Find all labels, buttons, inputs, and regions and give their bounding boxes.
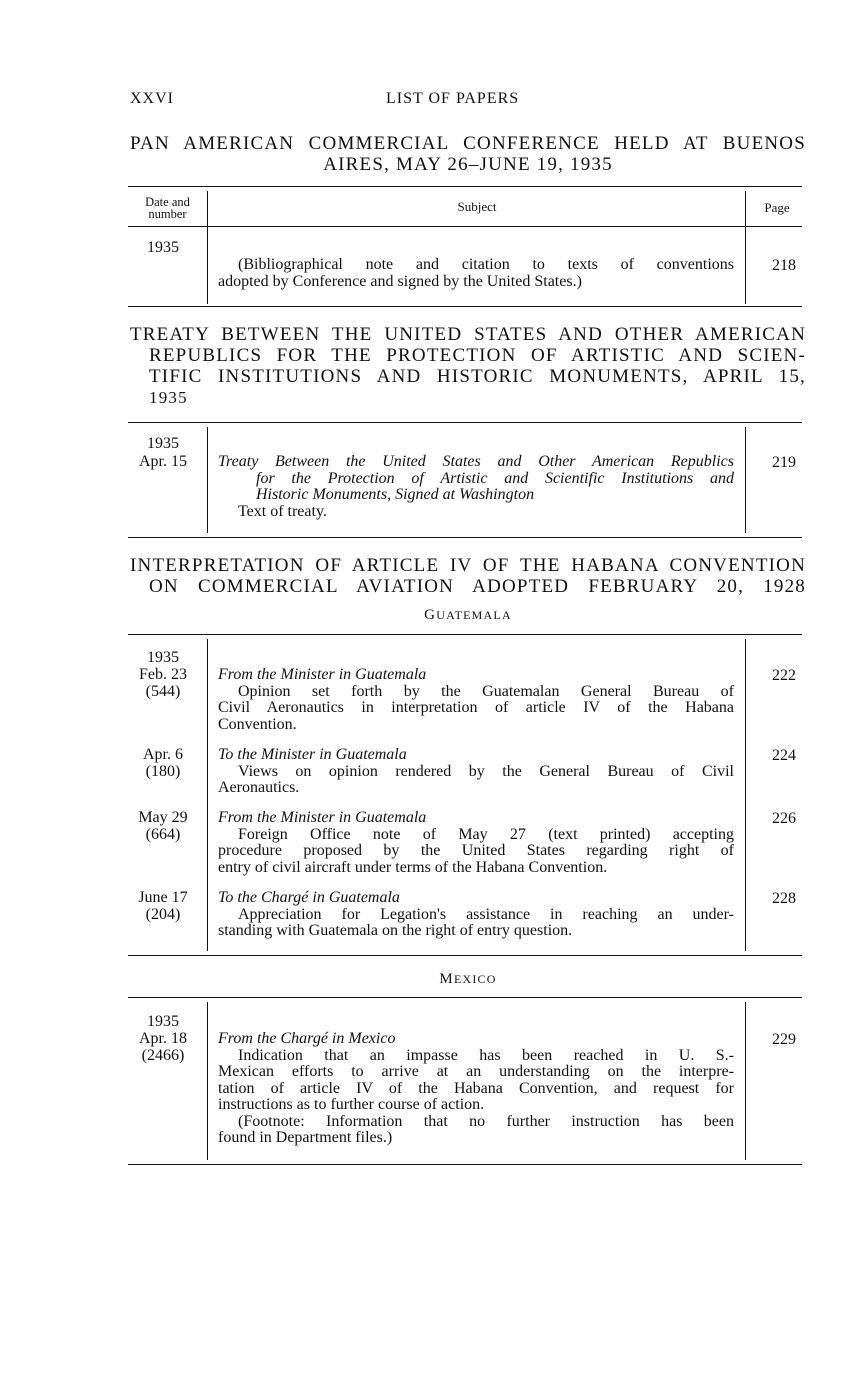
table-rule <box>128 306 802 307</box>
entry-subject <box>218 454 734 520</box>
section-title-line: PAN AMERICAN COMMERCIAL CONFERENCE HELD AT BUENOS <box>130 133 806 154</box>
column-divider <box>207 427 208 533</box>
page-number: XXVI <box>130 90 174 107</box>
entry-text-line: Text of treaty. <box>238 502 327 520</box>
entry-date <box>128 667 198 700</box>
entry-number: (544) <box>145 682 181 700</box>
table-rule <box>128 537 802 538</box>
section-title-line: TREATY BETWEEN THE UNITED STATES AND OTHER AMERICAN <box>130 324 806 345</box>
subsection-heading-mexico <box>130 971 806 988</box>
entry-page: 219 <box>772 454 796 471</box>
entry-footnote-line: (Footnote: Information that no further instruction has been <box>238 1112 734 1130</box>
entry-subject <box>218 747 734 797</box>
running-head: LIST OF PAPERS <box>386 90 520 107</box>
entry-subject <box>218 257 734 290</box>
entry-title-line: Historic Monuments, Signed at Washington <box>256 486 535 503</box>
section-title-interpretation <box>130 555 806 597</box>
section-title-line: AIRES, MAY 26–JUNE 19, 1935 <box>323 154 613 175</box>
entry-text-line: Indication that an impasse has been reached in U. S.- <box>238 1046 734 1064</box>
section-title-line: 1935 <box>149 388 188 407</box>
entry-date-text: June 17 <box>138 889 188 906</box>
entry-date <box>128 1031 198 1064</box>
entry-date-text: Feb. 23 <box>139 666 187 683</box>
column-divider <box>207 191 208 304</box>
entry-title-line: for the Protection of Artistic and Scientific Institutions and <box>256 469 734 487</box>
table-rule <box>128 226 802 227</box>
entry-text-line: Civil Aeronautics in interpretation of article IV of the Habana <box>218 699 734 716</box>
entry-date <box>128 890 198 923</box>
table-rule <box>128 997 802 998</box>
header-page: Page <box>764 200 790 215</box>
entry-title: To the Chargé in Guatemala <box>218 889 400 906</box>
column-divider <box>745 427 746 533</box>
column-divider <box>207 639 208 951</box>
entry-number: (2466) <box>141 1046 185 1064</box>
entry-year: 1935 <box>147 435 179 452</box>
entry-title: From the Minister in Guatemala <box>218 809 427 826</box>
entry-text-line: (Bibliographical note and citation to texts of conventions <box>238 256 734 273</box>
section-title-line: ON COMMERCIAL AVIATION ADOPTED FEBRUARY 20, 1928 <box>149 576 806 597</box>
entry-text-line: Opinion set forth by the Guatemalan General Bureau of <box>238 682 734 700</box>
entry-footnote-line: found in Department files.) <box>218 1129 393 1146</box>
entry-date-text: May 29 <box>138 809 188 826</box>
table-rule <box>128 1164 802 1165</box>
entry-date: Apr. 15 <box>139 453 187 470</box>
entry-title-line: Treaty Between the United States and Other American Republics <box>218 453 734 470</box>
subsection-heading-initial: G <box>424 607 437 623</box>
entry-subject <box>218 667 734 733</box>
section-title-treaty <box>130 324 806 408</box>
section-title-line: TIFIC INSTITUTIONS AND HISTORIC MONUMENTS, APRIL 15, <box>149 366 806 387</box>
subsection-heading-rest: EXICO <box>453 972 497 986</box>
entry-subject <box>218 890 734 940</box>
entry-text-line: Foreign Office note of May 27 (text printed) accepting <box>238 825 734 843</box>
entry-text-line: Aeronautics. <box>218 779 300 796</box>
subsection-heading-initial: M <box>439 971 454 987</box>
entry-text-line: entry of civil aircraft under terms of the Habana Convention. <box>218 858 608 876</box>
entry-page: 226 <box>772 810 796 827</box>
entry-page: 229 <box>772 1031 796 1048</box>
entry-page: 224 <box>772 747 796 764</box>
entry-title: From the Minister in Guatemala <box>218 666 427 683</box>
entry-text-line: standing with Guatemala on the right of entry question. <box>218 922 573 939</box>
entry-text-line: Mexican efforts to arrive at an understanding on the interpre- <box>218 1063 734 1080</box>
entry-text-line: Views on opinion rendered by the General Bureau of Civil <box>238 762 734 780</box>
entry-page: 218 <box>772 257 796 274</box>
table-rule <box>128 634 802 635</box>
subsection-heading-rest: UATEMALA <box>436 608 512 622</box>
subsection-heading-guatemala <box>130 607 806 624</box>
header-subject: Subject <box>457 199 497 214</box>
section-title-line: INTERPRETATION OF ARTICLE IV OF THE HABANA CONVENTION <box>130 555 806 576</box>
entry-date <box>128 747 198 780</box>
entry-date-text: Apr. 18 <box>139 1030 187 1047</box>
entry-text-line: Appreciation for Legation's assistance in reaching an under- <box>238 905 734 923</box>
entry-page: 228 <box>772 890 796 907</box>
table-rule <box>128 186 802 187</box>
entry-text-line: procedure proposed by the United States regarding right of <box>218 842 734 859</box>
entry-year: 1935 <box>147 649 179 666</box>
column-divider <box>745 1002 746 1160</box>
section-title-line: REPUBLICS FOR THE PROTECTION OF ARTISTIC AND SCIEN- <box>149 345 806 366</box>
section-title-conference <box>130 133 806 175</box>
entry-text-line: Convention. <box>218 715 297 733</box>
header-date-and-number: Date and number <box>145 195 190 221</box>
column-divider <box>207 1002 208 1160</box>
table-rule <box>128 955 802 956</box>
table-rule <box>128 422 802 423</box>
entry-number: (664) <box>145 825 181 843</box>
column-divider <box>745 191 746 304</box>
entry-page: 222 <box>772 667 796 684</box>
entry-date <box>128 810 198 843</box>
entry-text-line: tation of article IV of the Habana Convention, and request for <box>218 1079 734 1097</box>
column-divider <box>745 639 746 951</box>
entry-year: 1935 <box>147 1013 179 1030</box>
entry-subject <box>218 810 734 876</box>
entry-text-line: instructions as to further course of action. <box>218 1096 485 1113</box>
entry-text-line: adopted by Conference and signed by the United States.) <box>218 272 582 290</box>
entry-title: To the Minister in Guatemala <box>218 746 407 763</box>
entry-subject <box>218 1031 734 1147</box>
entry-number: (180) <box>145 762 181 780</box>
entry-title: From the Chargé in Mexico <box>218 1030 396 1047</box>
entry-number: (204) <box>145 905 181 923</box>
entry-date-text: Apr. 6 <box>143 746 183 763</box>
entry-year: 1935 <box>147 239 179 256</box>
